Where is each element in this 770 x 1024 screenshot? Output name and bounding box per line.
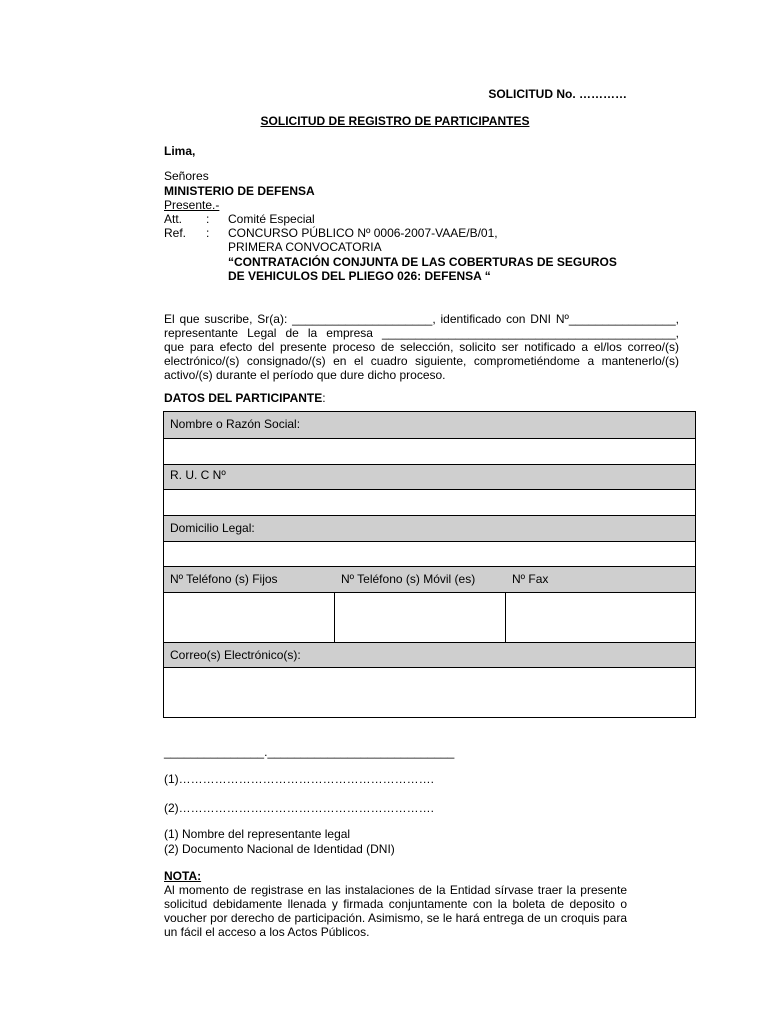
body-line-5: activo/(s) durante el período que dure dicho proceso. <box>164 368 446 382</box>
telefono-fijos-label: Nº Teléfono (s) Fijos <box>170 572 278 586</box>
nota-title: NOTA: <box>164 869 202 883</box>
nota-line-1: Al momento de registrase en las instalaciones de la Entidad sírvase traer la presente <box>164 883 627 897</box>
addressee-entity: MINISTERIO DE DEFENSA <box>164 184 315 198</box>
domicilio-header-row <box>164 516 695 542</box>
signature-line: _______________.____________________________ <box>164 745 455 759</box>
fax-field[interactable] <box>506 593 695 642</box>
telefono-header-row <box>164 567 695 593</box>
nota-line-3: voucher por derecho de participación. Asimismo, se le hará entrega de un croquis para <box>164 911 627 925</box>
att-label: Att. <box>164 212 183 226</box>
greeting: Señores <box>164 169 209 183</box>
nombre-header-row <box>164 412 695 439</box>
fax-label: Nº Fax <box>512 572 549 586</box>
ref-line-2: PRIMERA CONVOCATORIA <box>228 240 382 254</box>
ruc-field[interactable] <box>164 490 695 516</box>
correo-label: Correo(s) Electrónico(s): <box>170 648 301 662</box>
body-line-2: representante Legal de la empresa ____________________________________________, <box>164 326 679 340</box>
ref-colon: : <box>206 226 210 240</box>
telefono-fijos-field[interactable] <box>164 593 334 642</box>
ref-label: Ref. <box>164 226 187 240</box>
nota-line-4: un fácil el acceso a los Actos Públicos. <box>164 925 370 939</box>
signature-field-2: (2)………………………………………………………. <box>164 801 434 815</box>
domicilio-field[interactable] <box>164 542 695 567</box>
telefono-fields-row <box>164 593 695 643</box>
footnote-2: (2) Documento Nacional de Identidad (DNI) <box>164 842 395 856</box>
signature-field-1: (1)………………………………………………………. <box>164 772 434 786</box>
telefono-movil-label: Nº Teléfono (s) Móvil (es) <box>341 572 476 586</box>
footnote-1: (1) Nombre del representante legal <box>164 827 351 841</box>
datos-heading-colon: : <box>322 391 326 405</box>
nota-line-2: solicitud debidamente llenada y firmada conjuntamente con la boleta de deposito o <box>164 897 627 911</box>
ruc-label: R. U. C Nº <box>170 468 226 482</box>
body-line-3: que para efecto del presente proceso de selección, solicito ser notificado a el/los correo/(s) <box>164 340 679 354</box>
att-value: Comité Especial <box>228 212 315 226</box>
ref-line-1: CONCURSO PÚBLICO Nº 0006-2007-VAAE/B/01, <box>228 226 498 240</box>
correo-header-row <box>164 643 695 668</box>
ref-line-4: DE VEHICULOS DEL PLIEGO 026: DEFENSA “ <box>228 269 491 283</box>
nombre-label: Nombre o Razón Social: <box>170 417 301 431</box>
ref-line-3: “CONTRATACIÓN CONJUNTA DE LAS COBERTURAS DE SEGUROS <box>228 255 617 269</box>
telefono-movil-field[interactable] <box>335 593 505 642</box>
att-colon: : <box>206 212 210 226</box>
datos-heading <box>164 391 326 406</box>
participant-data-table <box>163 411 696 718</box>
datos-heading-text: DATOS DEL PARTICIPANTE <box>164 391 323 405</box>
domicilio-label: Domicilio Legal: <box>170 521 255 535</box>
solicitud-number: SOLICITUD No. ………… <box>488 87 627 101</box>
body-line-4: electrónico/(s) consignado/(s) en el cuadro siguiente, comprometiéndome a mantenerlo/(s) <box>164 354 679 368</box>
body-line-1: El que suscribe, Sr(a): _____________________, identificado con DNI Nº________________, <box>164 312 679 326</box>
ruc-header-row <box>164 465 695 490</box>
document-title: SOLICITUD DE REGISTRO DE PARTICIPANTES <box>260 114 530 128</box>
city-date: Lima, <box>164 144 196 158</box>
nombre-field[interactable] <box>164 439 695 465</box>
correo-field[interactable] <box>164 668 695 717</box>
presente: Presente.- <box>164 198 220 212</box>
